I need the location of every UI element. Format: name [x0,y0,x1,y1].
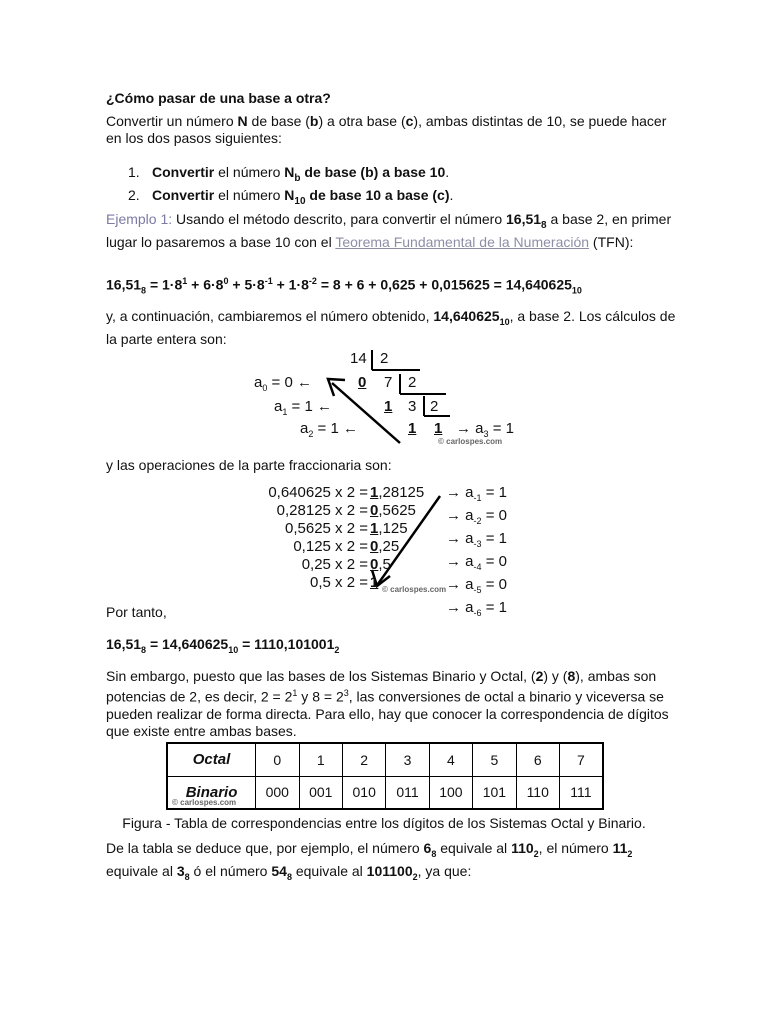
closing-number: 3 [176,862,185,879]
closing-paragraph [106,840,676,886]
continuation-paragraph [106,308,676,348]
closing-text: , el número [538,840,613,856]
divisor: 2 [430,398,439,415]
intro-text: ), ambas distintas de 10, se puede hacer en los dos pasos siguientes: [106,113,667,146]
formula-sup: -1 [264,276,273,286]
coeff-val: = 0 [481,507,507,524]
table-header-octal: Octal [167,743,256,776]
a-sub: 1 [282,407,288,417]
intro-b: b [309,113,319,129]
page-title: ¿Cómo pasar de una base a otra? [106,90,331,106]
step-verb: Convertir [152,164,215,180]
fraction-results [370,484,424,592]
step-verb: Convertir [152,186,215,203]
example-number-sub: 8 [541,219,547,231]
coeff-sub: -3 [473,539,482,549]
table-header-binary [167,776,256,809]
coeff-val: = 1 [481,530,507,547]
sin-embargo-text: y 8 = 2 [297,688,344,705]
closing-text: , ya que: [417,862,472,879]
list-number: 1. [128,164,140,180]
coeff-letter: → a [446,576,474,593]
table-cell: 5 [473,743,516,776]
table-row [167,743,603,776]
step-bold: de base (b) a base 10 [300,164,446,180]
fraction-result [370,502,424,520]
step-sub: 10 [294,195,306,207]
fraction-rest: ,28125 [378,484,425,501]
coeff-sub: -1 [473,493,482,503]
a-letter: a [300,420,309,437]
base-eight: 8 [567,668,576,684]
step-text: el número [214,186,285,203]
fraction-figure [250,484,530,618]
watermark: © carlospes.com [438,437,503,446]
continuation-text: , a base 2. Los cálculos de la parte entera son: [106,308,676,347]
intro-paragraph [106,113,676,147]
closing-text: equivale al [436,840,512,856]
watermark: © carlospes.com [172,798,237,807]
fraction-expr: 0,5625 x 2 = [285,520,368,537]
step-var: N [284,186,295,203]
table-cell: 001 [299,776,342,809]
coeff-sub: -5 [473,585,482,595]
binary-label: Binario [185,783,238,801]
step-end: . [445,164,450,180]
table-cell: 1 [299,743,342,776]
coeff-letter: → a [446,530,474,547]
coeff-letter: → a [446,553,474,570]
fraction-coeffs [446,484,507,622]
closing-sub: 2 [627,848,633,859]
divisor: 2 [380,350,389,367]
last-quotient-bit: 1 [434,420,443,437]
fraction-expr: 0,125 x 2 = [293,538,368,555]
result-sub: 10 [228,644,239,655]
coeff-letter: → a [446,507,474,524]
formula-sup: -2 [308,276,317,286]
fraction-result [370,484,424,502]
exponent: 1 [292,688,298,698]
fraction-bit: 1 [370,574,379,591]
closing-number: 54 [271,862,287,879]
a-letter: a [274,398,283,415]
a-sub: 0 [262,383,268,393]
a-letter: → a [456,420,484,437]
a-sub: 3 [483,429,489,439]
fraction-bit: 1 [370,484,379,501]
closing-sub: 2 [412,871,418,882]
closing-number: 6 [423,840,432,856]
fraction-expr: 0,25 x 2 = [301,556,368,573]
coeff [446,599,507,622]
sin-embargo-text: Sin embargo, puesto que las bases de los Sistemas Binario y Octal, ( [106,668,536,684]
table-cell: 011 [386,776,429,809]
a1-label [274,398,332,417]
fraction-expr: 0,640625 x 2 = [268,484,368,501]
closing-sub: 2 [533,848,539,859]
fraction-result [370,538,424,556]
remainder-bit: 1 [384,398,393,415]
table-cell: 4 [429,743,472,776]
table-cell: 3 [386,743,429,776]
coeff-val: = 1 [481,484,507,501]
list-item [128,187,668,210]
coeff [446,576,507,599]
table-cell: 2 [342,743,385,776]
divisor: 2 [408,374,417,391]
coeff-val: = 1 [481,599,507,616]
a-sub: 2 [308,429,314,439]
formula-part: = 1·8 [146,276,183,293]
table-cell: 100 [429,776,472,809]
intro-c: c [405,113,414,129]
fraction-intro: y las operaciones de la parte fraccionaria son: [106,457,392,473]
coeff-sub: -4 [473,562,482,572]
a-eq: = 1 ← [287,398,332,415]
octal-binary-table [166,742,604,810]
formula-part: + 6·8 [187,276,224,293]
fraction-bit: 0 [370,556,379,573]
result-part: = 1110,101001 [238,636,335,652]
list-number: 2. [128,186,140,203]
continuation-number: 14,640625 [433,308,500,324]
integer-division-figure [250,348,530,448]
tfn-link[interactable]: Teorema Fundamental de la Numeración [335,233,590,250]
coeff [446,530,507,553]
example-text: a base 2, en primer lugar lo pasaremos a base 10 con el [106,211,672,250]
fraction-bit: 0 [370,538,379,555]
coeff-val: = 0 [481,553,507,570]
sin-embargo-text: , las conversiones de octal a binario y viceversa se pueden realizar de forma directa. Para ello, hay que conocer la correspondencia de dígitos que existe entre ambas bases. [106,688,669,739]
a-eq: = 1 [488,420,514,437]
a-eq: = 1 ← [313,420,358,437]
table-cell: 010 [342,776,385,809]
formula-sub: 8 [141,285,147,296]
table-cell: 111 [559,776,603,809]
formula-sup: 1 [182,276,188,286]
formula-part: + 5·8 [228,276,265,293]
closing-sub: 8 [184,871,190,882]
coeff-val: = 0 [481,576,507,593]
table-cell: 000 [256,776,299,809]
a0-label [254,374,312,393]
tfn-formula [106,276,582,295]
fraction-rest: ,125 [378,520,408,537]
formula-sub: 10 [571,285,582,296]
closing-sub: 8 [286,871,292,882]
closing-number: 11 [612,840,628,856]
continuation-text: y, a continuación, cambiaremos el número obtenido, [106,308,434,324]
quotient: 7 [384,374,393,391]
coeff-letter: → a [446,599,474,616]
result-sub: 8 [141,644,147,655]
example-number: 16,51 [506,211,542,227]
formula-part: 16,51 [106,276,142,293]
result-part: 16,51 [106,636,142,652]
exponent: 3 [343,688,349,698]
sin-embargo-text: ) y ( [543,668,568,684]
dividend: 14 [350,350,367,367]
coeff [446,484,507,507]
coeff-sub: -2 [473,516,482,526]
remainder-bit: 1 [408,420,417,437]
a2-label [300,420,358,439]
steps-list [128,164,668,210]
example-paragraph [106,211,676,251]
fraction-exprs [268,484,368,592]
watermark: © carlospes.com [382,585,447,594]
fraction-rest: ,5 [378,556,391,573]
example-label: Ejemplo 1: [106,211,173,227]
closing-number: 110 [511,840,534,856]
step-var: N [284,164,295,180]
table-cell: 101 [473,776,516,809]
fraction-result [370,556,424,574]
closing-text: equivale al [106,862,177,879]
sin-embargo-text: ), ambas son potencias de 2, es decir, 2 = 2 [106,668,657,705]
coeff [446,553,507,576]
table-row [167,776,603,809]
example-text: Usando el método descrito, para convertir el número [172,211,506,227]
fraction-result [370,520,424,538]
formula-part: + 1·8 [272,276,309,293]
step-bold: de base 10 a base (c) [305,186,450,203]
closing-sub: 8 [431,848,437,859]
table-cell: 110 [516,776,559,809]
coeff [446,507,507,530]
a-letter: a [254,374,263,391]
intro-text: Convertir un número [106,113,238,129]
intro-text: de base ( [247,113,310,129]
quotient: 3 [408,398,417,415]
closing-text: De la tabla se deduce que, por ejemplo, el número [106,840,424,856]
step-sub: b [294,172,301,184]
result-part: = 14,640625 [146,636,229,652]
formula-part: = 8 + 6 + 0,625 + 0,015625 = 14,640625 [316,276,572,293]
fraction-expr: 0,28125 x 2 = [276,502,368,519]
closing-number: 101100 [366,862,413,879]
result-sub: 2 [334,644,340,655]
table-cell: 7 [559,743,603,776]
closing-text: ó el número [189,862,272,879]
result-formula [106,636,339,655]
formula-sup: 0 [223,276,229,286]
step-end: . [449,186,454,203]
closing-text: equivale al [291,862,367,879]
table-cell: 6 [516,743,559,776]
fraction-rest: ,25 [378,538,400,555]
remainder-bit: 0 [358,374,367,391]
base-two: 2 [535,668,544,684]
fraction-expr: 0,5 x 2 = [310,574,368,591]
intro-n: N [237,113,248,129]
continuation-sub: 10 [499,316,510,327]
sin-embargo-paragraph [106,668,676,740]
coeff-sub: -6 [473,608,482,618]
step-text: el número [214,164,285,180]
por-tanto: Por tanto, [106,604,167,620]
intro-text: ) a otra base ( [318,113,406,129]
figure-caption: Figura - Tabla de correspondencias entre los dígitos de los Sistemas Octal y Binario. [122,815,646,831]
a-eq: = 0 ← [267,374,312,391]
fraction-bit: 0 [370,502,379,519]
list-item [128,164,668,187]
fraction-bit: 1 [370,520,379,537]
example-text: (TFN): [589,233,634,250]
table-cell: 0 [256,743,299,776]
coeff-letter: → a [446,484,474,501]
fraction-rest: ,5625 [378,502,416,519]
